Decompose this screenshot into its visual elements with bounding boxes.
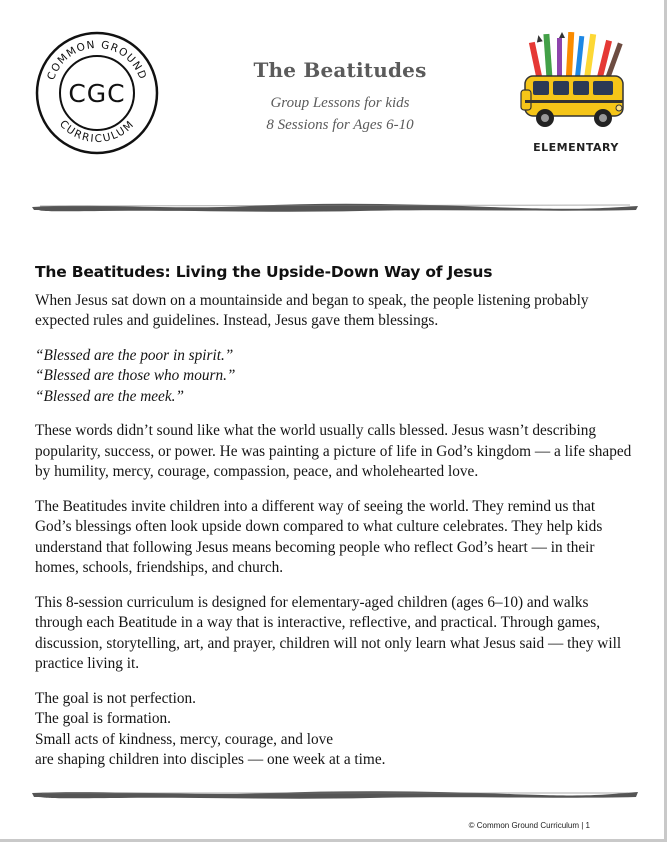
school-bus-illustration xyxy=(515,32,637,132)
closing-line: are shaping children into disciples — one week at a time. xyxy=(35,751,386,768)
page-title: The Beatitudes xyxy=(253,58,427,82)
closing-lines xyxy=(35,689,635,771)
closing-line: Small acts of kindness, mercy, courage, and love xyxy=(35,730,334,748)
logo-top-text: COMMON GROUND xyxy=(45,38,149,82)
brush-divider-bottom xyxy=(30,787,640,801)
quote-line: “Blessed are those who mourn.” xyxy=(35,367,236,384)
body-paragraph-4: This 8-session curriculum is designed for elementary-aged children (ages 6–10) and walks through each Beatitude in a way that is interactive, reflective, and practical. Through games, discussion, storytelling, art, and prayer, children will not only learn what Jesus said — they will practice living it. xyxy=(35,593,622,672)
intro-paragraph: When Jesus sat down on a mountainside and began to speak, the people listening probably expected rules and guidelines. Instead, Jesus gave them blessings. xyxy=(35,291,589,329)
section-heading: The Beatitudes: Living the Upside-Down Way of Jesus xyxy=(35,263,493,281)
quote-line: “Blessed are the meek.” xyxy=(35,387,184,405)
subtitle-line-2: 8 Sessions for Ages 6-10 xyxy=(266,117,414,133)
page-header xyxy=(190,58,490,136)
level-label: ELEMENTARY xyxy=(533,141,619,154)
beatitude-quotes xyxy=(35,346,635,408)
body-paragraph-3: The Beatitudes invite children into a different way of seeing the world. They remind us that God’s blessings often look upside down compared to what culture celebrates. They help kids understand that following Jesus means becoming people who reflect God’s heart — in their homes, schools, friendships, and church. xyxy=(35,497,603,576)
closing-line: The goal is not perfection. xyxy=(35,689,196,707)
closing-line: The goal is formation. xyxy=(35,710,171,727)
brush-divider-top xyxy=(30,200,640,214)
main-content xyxy=(35,256,635,771)
body-paragraph-2: These words didn’t sound like what the world usually calls blessed. Jesus wasn’t describing popularity, success, or power. He was painting a picture of life in God’s kingdom — a life shaped by humility, mercy, courage, compassion, peace, and wholehearted love. xyxy=(35,422,632,480)
quote-line: “Blessed are the poor in spirit.” xyxy=(35,346,234,364)
logo-initials: CGC xyxy=(68,79,126,108)
logo-bottom-text: CURRICULUM xyxy=(57,118,137,146)
cgc-logo xyxy=(32,28,162,158)
page-footer: © Common Ground Curriculum | 1 xyxy=(468,821,590,830)
subtitle-line-1: Group Lessons for kids xyxy=(270,95,410,111)
